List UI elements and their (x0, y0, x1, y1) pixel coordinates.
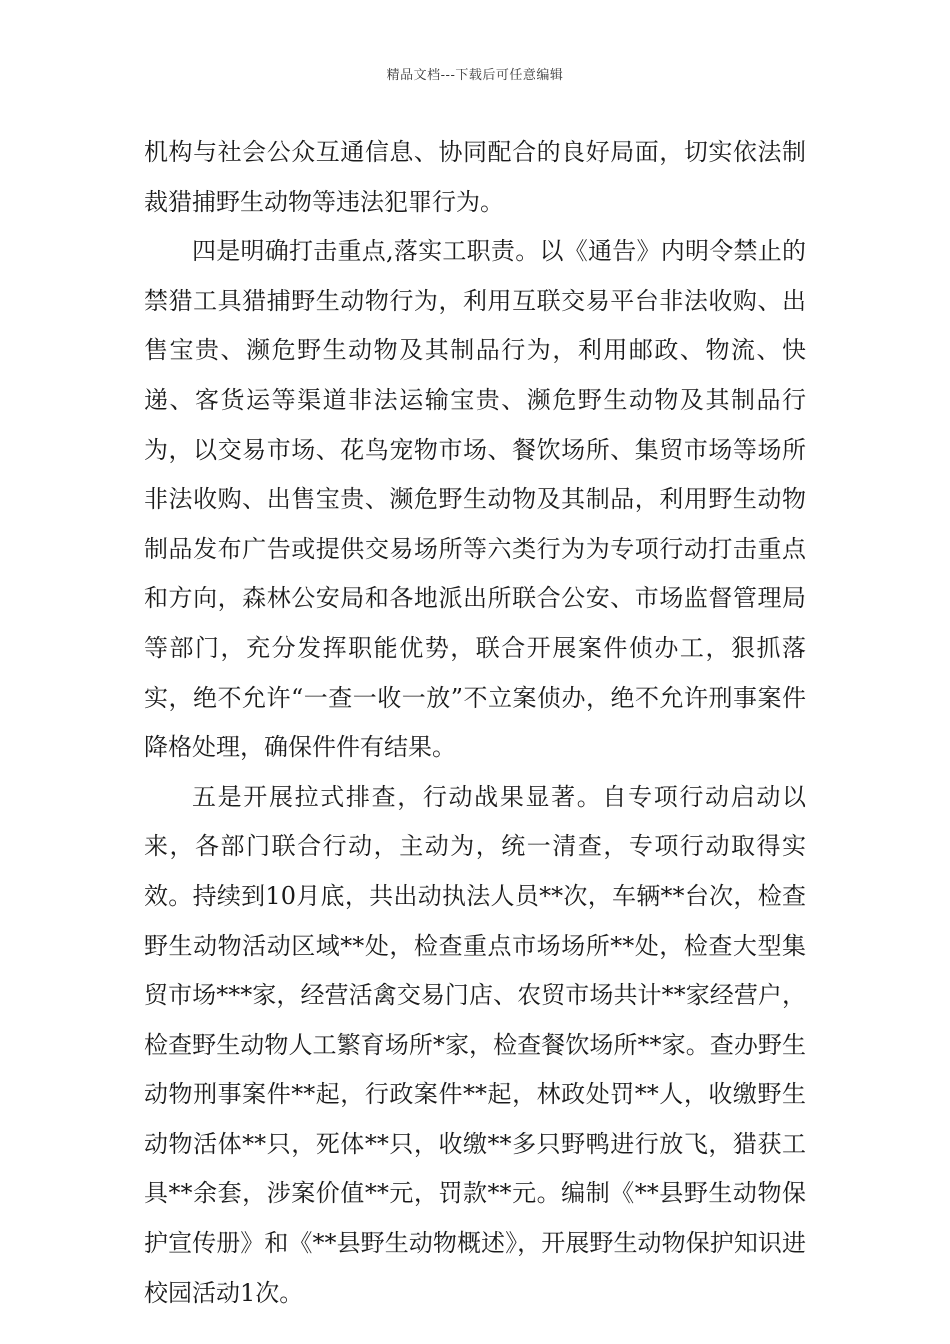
paragraph-point-five: 五是开展拉式排查，行动战果显著。自专项行动启动以来，各部门联合行动，主动为，统一清查，专项行动取得实效。持续到10月底，共出动执法人员**次，车辆**台次，检查野生动物活动区域**处，检查重点市场场所**处，检查大型集贸市场***家，经营活禽交易门店、农贸市场共计**家经营户，检查野生动物人工繁育场所*家，检查餐饮场所**家。查办野生动物刑事案件**起，行政案件**起，林政处罚**人，收缴野生动物活体**只，死体**只，收缴**多只野鸭进行放飞，猎获工具**余套，涉案价值**元，罚款**元。编制《**县野生动物保护宣传册》和《**县野生动物概述》，开展野生动物保护知识进校园活动1次。 (144, 782, 806, 1307)
paragraph-continuation: 机构与社会公众互通信息、协同配合的良好局面，切实依法制裁猎捕野生动物等违法犯罪行为。 (144, 138, 806, 216)
page-header: 精品文档---下载后可任意编辑 (386, 68, 564, 83)
paragraph-point-four: 四是明确打击重点,落实工职责。以《通告》内明令禁止的禁猎工具猎捕野生动物行为，利用互联交易平台非法收购、出售宝贵、濒危野生动物及其制品行为，利用邮政、物流、快递、客货运等渠道非法运输宝贵、濒危野生动物及其制品行为，以交易市场、花鸟宠物市场、餐饮场所、集贸市场等场所非法收购、出售宝贵、濒危野生动物及其制品，利用野生动物制品发布广告或提供交易场所等六类行为为专项行动打击重点和方向，森林公安局和各地派出所联合公安、市场监督管理局等部门，充分发挥职能优势，联合开展案件侦办工，狠抓落实，绝不允许“一查一收一放”不立案侦办，绝不允许刑事案件降格处理，确保件件有结果。 (144, 237, 806, 762)
document-body (144, 128, 806, 1318)
